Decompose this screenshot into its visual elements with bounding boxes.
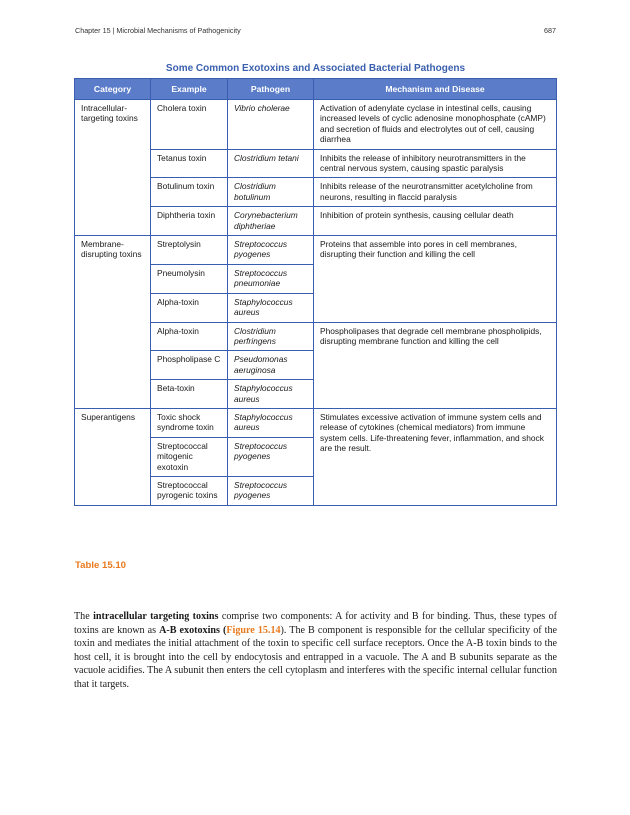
category-cell: Membrane-disrupting toxins bbox=[75, 236, 151, 409]
figure-link[interactable]: Figure 15.14 bbox=[226, 624, 281, 636]
pathogen-cell: Clostridium perfringens bbox=[228, 322, 314, 351]
mechanism-cell: Inhibits the release of inhibitory neurotransmitters in the central nervous system, causing spastic paralysis bbox=[314, 149, 557, 178]
paragraph-text: ). The B component is responsible for the cellular specificity of the toxin and mediates the initial attachment of the toxin to specific cell surface receptors. Once the A-B toxin binds to the host cell, it is brought into the cell by endocytosis and entrapped in a vacuole. The A and B subunits separate as the vacuole acidifies. The A subunit then enters the cell cytoplasm and interferes with the specific internal cellular function that it targets. bbox=[74, 624, 557, 691]
paragraph-text: The bbox=[74, 611, 94, 623]
table-caption: Table 15.10 bbox=[75, 560, 127, 571]
pathogen-cell: Pseudomonas aeruginosa bbox=[228, 351, 314, 380]
pathogen-cell: Streptococcus pyogenes bbox=[228, 476, 314, 505]
mechanism-cell: Phospholipases that degrade cell membrane phospholipids, disrupting membrane function and killing the cell bbox=[314, 322, 557, 408]
paragraph-text: ( bbox=[219, 624, 227, 636]
column-header-pathogen: Pathogen bbox=[228, 79, 314, 100]
table-row bbox=[75, 408, 557, 437]
chapter-title: Chapter 15 | Microbial Mechanisms of Pathogenicity bbox=[75, 26, 241, 35]
column-header-mechanism: Mechanism and Disease bbox=[314, 79, 557, 100]
example-cell: Pneumolysin bbox=[151, 264, 228, 293]
mechanism-cell: Stimulates excessive activation of immune system cells and release of cytokines (chemical mediators) from immune system cells. Life-threatening fever, inflammation, and shock are the result. bbox=[314, 408, 557, 505]
example-cell: Streptococcal mitogenic exotoxin bbox=[151, 437, 228, 476]
example-cell: Alpha-toxin bbox=[151, 322, 228, 351]
mechanism-cell: Proteins that assemble into pores in cell membranes, disrupting their function and killing the cell bbox=[314, 236, 557, 322]
pathogen-cell: Streptococcus pyogenes bbox=[228, 437, 314, 476]
example-cell: Alpha-toxin bbox=[151, 293, 228, 322]
mechanism-cell: Inhibition of protein synthesis, causing cellular death bbox=[314, 207, 557, 236]
example-cell: Cholera toxin bbox=[151, 100, 228, 150]
example-cell: Streptolysin bbox=[151, 236, 228, 265]
mechanism-cell: Inhibits release of the neurotransmitter acetylcholine from neurons, resulting in flaccid paralysis bbox=[314, 178, 557, 207]
pathogen-cell: Corynebacterium diphtheriae bbox=[228, 207, 314, 236]
pathogen-cell: Clostridium tetani bbox=[228, 149, 314, 178]
page-header bbox=[75, 26, 556, 38]
pathogen-cell: Streptococcus pneumoniae bbox=[228, 264, 314, 293]
pathogen-cell: Clostridium botulinum bbox=[228, 178, 314, 207]
category-cell: Intracellular-targeting toxins bbox=[75, 100, 151, 236]
pathogen-cell: Streptococcus pyogenes bbox=[228, 236, 314, 265]
table-row bbox=[75, 236, 557, 265]
example-cell: Phospholipase C bbox=[151, 351, 228, 380]
table-row bbox=[75, 100, 557, 150]
paragraph-text: comprise two components: A for activity and B for binding. Thus, these types of toxins are known as bbox=[74, 611, 557, 636]
example-cell: Botulinum toxin bbox=[151, 178, 228, 207]
category-cell: Superantigens bbox=[75, 408, 151, 505]
term-ab-exotoxins: A-B exotoxins bbox=[159, 624, 220, 636]
example-cell: Toxic shock syndrome toxin bbox=[151, 408, 228, 437]
mechanism-cell: Activation of adenylate cyclase in intestinal cells, causing increased levels of cyclic adenosine monophosphate (cAMP) and secretion of fluids and electrolytes out of cell, causing diarrhea bbox=[314, 100, 557, 150]
example-cell: Beta-toxin bbox=[151, 380, 228, 409]
table-title: Some Common Exotoxins and Associated Bacterial Pathogens bbox=[165, 63, 466, 74]
pathogen-cell: Vibrio cholerae bbox=[228, 100, 314, 150]
term-intracellular-targeting-toxins: intracellular targeting toxins bbox=[93, 611, 219, 623]
page-number: 687 bbox=[544, 26, 556, 35]
body-paragraph bbox=[74, 610, 557, 692]
column-header-category: Category bbox=[75, 79, 151, 100]
pathogen-cell: Staphylococcus aureus bbox=[228, 380, 314, 409]
pathogen-cell: Staphylococcus aureus bbox=[228, 293, 314, 322]
example-cell: Streptococcal pyrogenic toxins bbox=[151, 476, 228, 505]
exotoxin-table bbox=[74, 78, 557, 506]
column-header-example: Example bbox=[151, 79, 228, 100]
example-cell: Tetanus toxin bbox=[151, 149, 228, 178]
pathogen-cell: Staphylococcus aureus bbox=[228, 408, 314, 437]
example-cell: Diphtheria toxin bbox=[151, 207, 228, 236]
table-header-row bbox=[75, 79, 557, 100]
